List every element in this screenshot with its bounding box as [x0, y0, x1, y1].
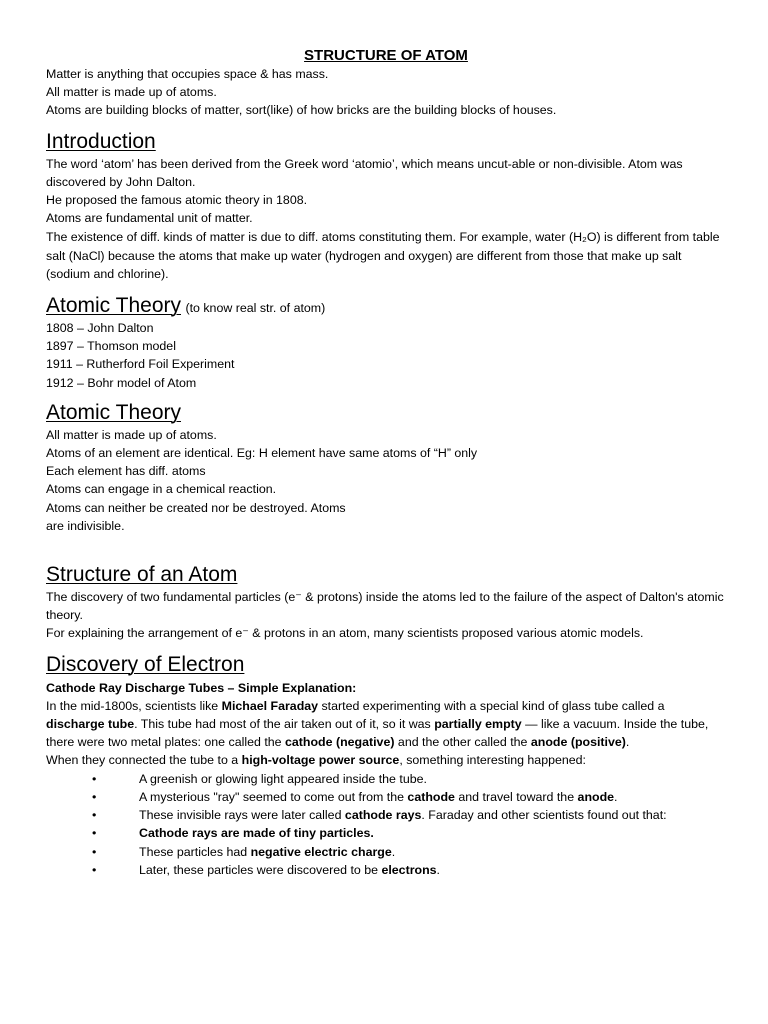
- bold-run: negative electric charge: [250, 844, 392, 859]
- text-run: Later, these particles were discovered to be: [139, 862, 382, 877]
- list-item: [46, 843, 726, 861]
- structure-paragraph: For explaining the arrangement of e⁻ & protons in an atom, many scientists proposed various atomic models.: [46, 626, 644, 641]
- text-run: These invisible rays were later called: [139, 808, 345, 823]
- bold-run: cathode rays: [344, 808, 422, 823]
- bold-run: partially empty: [434, 717, 522, 732]
- postulate-line: are indivisible.: [46, 518, 125, 533]
- structure-section: [46, 562, 726, 643]
- timeline-item: 1912 – Bohr model of Atom: [46, 375, 197, 390]
- atomic-theory-heading: Atomic Theory: [46, 400, 181, 424]
- bold-run: cathode: [407, 789, 455, 804]
- structure-paragraph: The discovery of two fundamental particles (e⁻ & protons) inside the atoms led to the failure of the aspect of Dalton's atomic theory.: [46, 590, 724, 623]
- list-item: [46, 788, 726, 806]
- text-run: In the mid-1800s, scientists like: [46, 698, 222, 713]
- electron-subheading: Cathode Ray Discharge Tubes – Simple Explanation:: [46, 680, 357, 695]
- text-run: . This tube had most of the air taken out of it, so it was: [134, 717, 435, 732]
- text-run: When they connected the tube to a: [46, 753, 242, 768]
- text-run: .: [436, 862, 440, 877]
- bullet-icon: •: [92, 862, 97, 877]
- observation-list: [46, 770, 726, 879]
- text-run: — like a vacuum. Inside the tube, there were two metal plates: one called the: [46, 717, 709, 750]
- bullet-icon: •: [92, 789, 97, 804]
- intro-line: All matter is made up of atoms.: [46, 85, 217, 100]
- text-run: . Faraday and other scientists found out that:: [421, 808, 667, 823]
- bullet-icon: •: [92, 844, 97, 859]
- bold-run: high-voltage power source: [241, 753, 400, 768]
- text-run: started experimenting with a special kind of glass tube called a: [318, 698, 665, 713]
- text-run: .: [391, 844, 396, 859]
- bullet-icon: •: [92, 808, 97, 823]
- document-title: STRUCTURE OF ATOM: [304, 47, 468, 64]
- electron-section: [46, 652, 726, 879]
- electron-paragraph: [46, 751, 726, 769]
- bold-run: electrons: [381, 862, 437, 877]
- introduction-paragraph: Atoms are fundamental unit of matter.: [46, 211, 253, 226]
- text-run: .: [625, 735, 630, 750]
- bold-run: cathode (negative): [285, 735, 395, 750]
- introduction-paragraph: He proposed the famous atomic theory in 1808.: [46, 193, 308, 208]
- atomic-theory-note: (to know real str. of atom): [185, 301, 326, 316]
- bullet-icon: •: [92, 771, 97, 786]
- introduction-paragraph: The existence of diff. kinds of matter is due to diff. atoms constituting them. For example, water (H₂O) is different from table salt (NaCl) because the atoms that make up water (hydrogen and oxygen) are different from those that make up salt (sodium and chlorine).: [46, 230, 720, 281]
- text-run: and travel toward the: [454, 789, 578, 804]
- atomic-theory-heading-row: [46, 293, 726, 318]
- document-page: [46, 46, 726, 879]
- intro-lines: [46, 65, 726, 120]
- postulate-line: All matter is made up of atoms.: [46, 427, 217, 442]
- introduction-section: [46, 129, 726, 283]
- atomic-theory-heading: Atomic Theory: [46, 294, 181, 318]
- list-item: [46, 770, 726, 788]
- intro-line: Matter is anything that occupies space & has mass.: [46, 67, 329, 81]
- postulate-line: Atoms can neither be created nor be destroyed. Atoms: [46, 500, 346, 515]
- list-item: [46, 861, 726, 879]
- text-run: and the other called the: [394, 735, 531, 750]
- intro-line: Atoms are building blocks of matter, sort(like) of how bricks are the building blocks of houses.: [46, 103, 557, 118]
- bold-run: Michael Faraday: [221, 698, 319, 713]
- introduction-paragraph: The word ‘atom’ has been derived from the Greek word ‘atomio’, which means uncut-able or non-divisible. Atom was discovered by John Dalton.: [46, 156, 683, 189]
- bold-run: anode (positive): [530, 735, 626, 750]
- text-run: A mysterious "ray" seemed to come out from the: [139, 789, 408, 804]
- electron-paragraph: [46, 697, 726, 752]
- postulate-line: Each element has diff. atoms: [46, 464, 206, 479]
- structure-heading: Structure of an Atom: [46, 563, 238, 587]
- text-run: These particles had: [139, 844, 251, 859]
- list-item: [46, 806, 726, 824]
- timeline-item: 1808 – John Dalton: [46, 321, 154, 336]
- atomic-theory-postulates-section: [46, 400, 726, 535]
- text-run: , something interesting happened:: [399, 753, 586, 768]
- bold-run: anode: [577, 789, 615, 804]
- electron-heading: Discovery of Electron: [46, 652, 245, 676]
- bold-run: Cathode rays are made of tiny particles.: [139, 826, 374, 841]
- postulate-line: Atoms of an element are identical. Eg: H element have same atoms of “H” only: [46, 446, 478, 461]
- text-run: A greenish or glowing light appeared inside the tube.: [139, 771, 427, 786]
- text-run: .: [614, 789, 618, 804]
- list-item: [46, 824, 726, 842]
- bold-run: discharge tube: [46, 717, 135, 732]
- postulate-line: Atoms can engage in a chemical reaction.: [46, 482, 277, 497]
- timeline-item: 1911 – Rutherford Foil Experiment: [46, 357, 235, 372]
- atomic-theory-timeline-section: [46, 293, 726, 392]
- timeline-item: 1897 – Thomson model: [46, 339, 176, 354]
- bullet-icon: •: [92, 826, 97, 841]
- introduction-heading: Introduction: [46, 129, 156, 153]
